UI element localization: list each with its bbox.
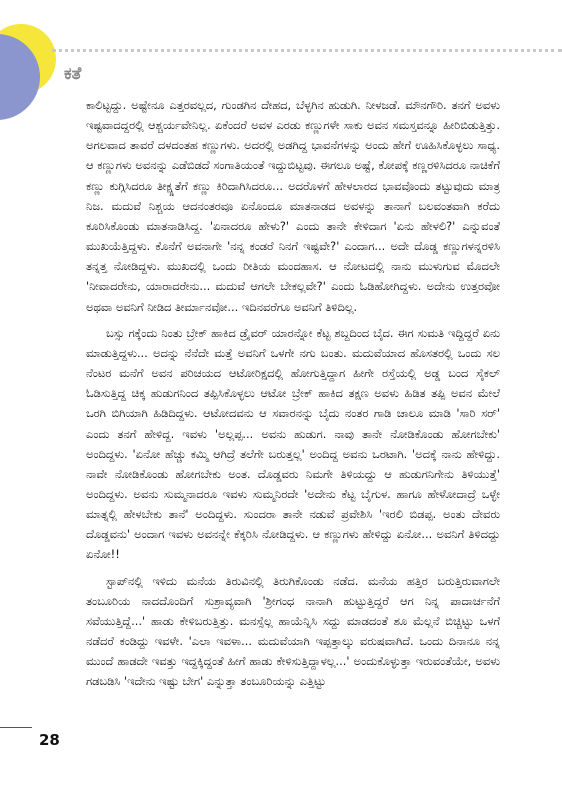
article-body [86,95,500,735]
paragraph: ಕಾಲಿಟ್ಟದ್ದು. ಅಷ್ಟೇನೂ ಎತ್ತರವಲ್ಲದ, ಗುಂಡಗಿನ ದೇಹದ, ಬೆಳ್ಳಗಿನ ಹುಡುಗಿ. ನೀಳಜಡೆ. ಮೌನಗೌರಿ. ತನಗೆ ಅವಳು ಇಷ್ಟವಾದದ್ದರಲ್ಲಿ ಆಶ್ಚರ್ಯವೇನಿಲ್ಲ. ಏಕೆಂದರೆ ಅವಳ ಎರಡು ಕಣ್ಣುಗಳೇ ಸಾಕು ಅವನ ಸಮಸ್ತವನ್ನೂ ಹೀರಿಬಿಡುತ್ತಿತ್ತು. ಅಗಲವಾದ ತಾವರೆ ದಳದಂತಹ ಕಣ್ಣುಗಳು. ಅದರಲ್ಲಿ ಅಡಗಿದ್ದ ಭಾವನೆಗಳನ್ನು ಅಂದು ಹೇಗೆ ಊಹಿಸಿಕೊಳ್ಳಲು ಸಾಧ್ಯ. ಆ ಕಣ್ಣುಗಳು ಅವನನ್ನು ಎಡೆಬಿಡದೆ ಸಂಗಾತಿಯಂತೆ ಇದ್ದುಬಿಟ್ಟವು. ಈಗಲೂ ಅಷ್ಟೆ, ಕೋಪಕ್ಕೆ ಕಣ್ಣರಳಿಸಿದರೂ ನಾಚಿಕೆಗೆ ಕಣ್ಣು ಕುಗ್ಗಿಸಿದರೂ ತೀಕ್ಷ್ಣತೆಗೆ ಕಣ್ಣು ಕಿರಿದಾಗಿಸಿದರೂ... ಅದರೊಳಗೆ ಹೇಳಲಾರದ ಭಾವವೊಂದು ತಟ್ಟುವುದು ಮಾತ್ರ ನಿಜ. ಮದುವೆ ನಿಶ್ಚಯ ಆದನಂತರವೂ ಏನೊಂದೂ ಮಾತನಾಡದ ಅವಳನ್ನು ತಾನಾಗೆ ಬಲವಂತವಾಗಿ ಕರೆದು ಕೂರಿಸಿಕೊಂಡು ಮಾತನಾಡಿಸಿದ್ದ. 'ಏನಾದರೂ ಹೇಳು?' ಎಂದು ತಾನೇ ಕೇಳಿದಾಗ 'ಏನು ಹೇಳಲಿ?' ಎನ್ನುವಂತೆ ಮುಖಯೆತ್ತಿದ್ದಳು. ಕೊನೆಗೆ ಅವನಾಗೇ 'ನನ್ನ ಕಂಡರೆ ನಿನಗೆ ಇಷ್ಟವೇ?' ಎಂದಾಗ... ಅದೇ ದೊಡ್ಡ ಕಣ್ಣುಗಳನ್ನರಳಿಸಿ ತನ್ನತ್ತ ನೋಡಿದ್ದಳು. ಮುಖದಲ್ಲಿ ಒಂದು ರೀತಿಯ ಮಂದಹಾಸ. ಆ ನೋಟದಲ್ಲಿ ನಾನು ಮುಳುಗುವ ಮೊದಲೇ 'ನೀವಾದರೇನು, ಯಾರಾದರೇನು... ಮದುವೆ ಆಗಲೇ ಬೇಕಲ್ಲವೇ?' ಎಂದು ಓಡಿಹೋಗಿದ್ದಳು. ಅದೇನು ಉತ್ತರವೋ ಅಥವಾ ಅವನಿಗೆ ನೀಡಿದ ತೀರ್ಮಾನವೋ... ಇದಿನವರೆಗೂ ಅವನಿಗೆ ತಿಳಿದಿಲ್ಲ. [86,98,500,314]
dotted-header-rule [52,49,562,52]
paragraph: ಸ್ಟಾಪ್‌ನಲ್ಲಿ ಇಳಿದು ಮನೆಯ ತಿರುವಿನಲ್ಲಿ ತಿರುಗಿಕೊಂಡು ನಡೆದ. ಮನೆಯ ಹತ್ತಿರ ಬರುತ್ತಿರುವಾಗಲೇ ತಂಬೂರಿಯ ನಾದದೊಂದಿಗೆ ಸುಶ್ರಾವ್ಯವಾಗಿ 'ಶ್ರೀಗಂಧ ನಾನಾಗಿ ಹುಟ್ಟುತ್ತಿದ್ದರೆ ಆಗ ನಿನ್ನ ಪಾದಾರ್ಚನೆಗೆ ಸವೆಯುತ್ತಿದ್ದೆ...' ಹಾಡು ಕೇಳಿಬರುತ್ತಿತ್ತು. ಮನಸ್ಸೆಲ್ಲ ಹಾಯೆನ್ನಿಸಿ ಸದ್ದು ಮಾಡದಂತೆ ಶೂ ಮೆಲ್ಲನೆ ಬಿಚ್ಚಿಟ್ಟು ಒಳಗೆ ನಡೆದರೆ ಕಂಡಿದ್ದು ಇವಳೇ. 'ಎಲಾ ಇವಳಾ... ಮದುವೆಯಾಗಿ ಇಪ್ಪತ್ತಾಲ್ಕು ವರುಷವಾಗಿದೆ. ಒಂದು ದಿನಾನೂ ನನ್ನ ಮುಂದೆ ಹಾಡದೇ ಇವತ್ತು ಇದ್ದಕ್ಕಿದ್ದಂತೆ ಹೀಗೆ ಹಾಡು ಕೇಳಿಸುತ್ತಿದ್ದಾಳಲ್ಲ...' ಅಂದುಕೊಳ್ಳುತ್ತಾ ಇರುವಂತೆಯೇ, ಅವಳು ಗಡಬಡಿಸಿ 'ಇದೇನು ಇಷ್ಟು ಬೇಗ' ಎನ್ನುತ್ತಾ ತಂಬೂರಿಯನ್ನು ಎತ್ತಿಟ್ಟು [86,573,500,689]
page-number: 28 [39,731,60,749]
paragraph: ಬಸ್ಸು ಗಕ್ಕೆಂದು ನಿಂತು ಬ್ರೇಕ್ ಹಾಕಿದ ಡ್ರೈವರ್ ಯಾರನ್ನೋ ಕೆಟ್ಟ ಶಬ್ದದಿಂದ ಬೈದ. ಈಗ ಸುಮತಿ ಇದ್ದಿದ್ದರೆ ಏನು ಮಾಡುತ್ತಿದ್ದಳು... ಅದನ್ನು ನೆನೆದೇ ಮತ್ತೆ ಅವನಿಗೆ ಒಳಗೇ ನಗು ಬಂತು. ಮದುವೆಯಾದ ಹೊಸತರಲ್ಲಿ ಒಂದು ಸಲ ನೆಂಟರ ಮನೆಗೆ ಅವನ ಪರಿಚಯದ ಆಟೋರಿಕ್ಷದಲ್ಲಿ ಹೋಗುತ್ತಿದ್ದಾಗ ಹೀಗೇ ರಸ್ತೆಯಲ್ಲಿ ಅಡ್ಡ ಬಂದ ಸೈಕಲ್ ಓಡಿಸುತ್ತಿದ್ದ ಚಿಕ್ಕ ಹುಡುಗನಿಂದ ತಪ್ಪಿಸಿಕೊಳ್ಳಲು ಆಟೋ ಬ್ರೇಕ್ ಹಾಕಿದ ತಕ್ಷಣ ಅವಳು ಹಿಡಿತ ತಪ್ಪಿ ಅವನ ಮೇಲೆ ಒರಗಿ ಬಿಗಿಯಾಗಿ ಹಿಡಿದಿದ್ದಳು. ಆಟೋದವನು ಆ ಸವಾರನನ್ನು ಬೈದು ನಂತರ ಗಾಡಿ ಚಾಲೂ ಮಾಡಿ 'ಸಾರಿ ಸರ್' ಎಂದು ತನಗೆ ಹೇಳಿದ್ದ. ಇವಳು 'ಅಲ್ಲಪ್ಪ... ಅವನು ಹುಡುಗ. ನಾವು ತಾನೇ ನೋಡಿಕೊಂಡು ಹೋಗಬೇಕು' ಅಂದಿದ್ದಳು. 'ಏನೋ ಹೆಚ್ಚು ಕಮ್ಮಿ ಆಗಿದ್ರೆ ತಲೆಗೇ ಬರುತ್ತಲ್ಲ' ಅಂದಿದ್ದ ಅವನು ಒರಟಾಗಿ. 'ಅದಕ್ಕೆ ನಾನು ಹೇಳಿದ್ದು. ನಾವೇ ನೋಡಿಕೊಂಡು ಹೋಗಬೇಕು ಅಂತ. ದೊಡ್ಡವರು ನಿಮಗೇ ತಿಳಿಯದ್ದು ಆ ಹುಡುಗನಿಗೇನು ತಿಳಿಯುತ್ತೆ' ಅಂದಿದ್ದಳು. ಅವನು ಸುಮ್ಮನಾದರೂ ಇವಳು ಸುಮ್ಮನಿರದೇ 'ಅದೇನು ಕೆಟ್ಟ ಬೈಗುಳ. ಹಾಗೂ ಹೇಳೋದಾದ್ರೆ ಒಳ್ಳೇ ಮಾತ್ನಲ್ಲಿ ಹೇಳಬೇಕು ತಾನೆ' ಅಂದಿದ್ದಳು. ಸುಂದರಾ ತಾನೇ ನಡುವೆ ಪ್ರವೇಶಿಸಿ 'ಇರಲಿ ಬಿಡಪ್ಪ. ಅಂತು ದೇವರು ದೊಡ್ಡವನು' ಅಂದಾಗ ಇವಳು ಅವನನ್ನೇ ಕೆಕ್ಕರಿಸಿ ನೋಡಿದ್ದಳು. ಆ ಕಣ್ಣುಗಳು ಹೇಳಿದ್ದು ಏನೋ... ಅವನಿಗೆ ತಿಳಿದದ್ದು ಏನೋ!! [86,325,500,562]
section-label: ಕತೆ [64,64,82,84]
footer-rule [0,727,32,728]
